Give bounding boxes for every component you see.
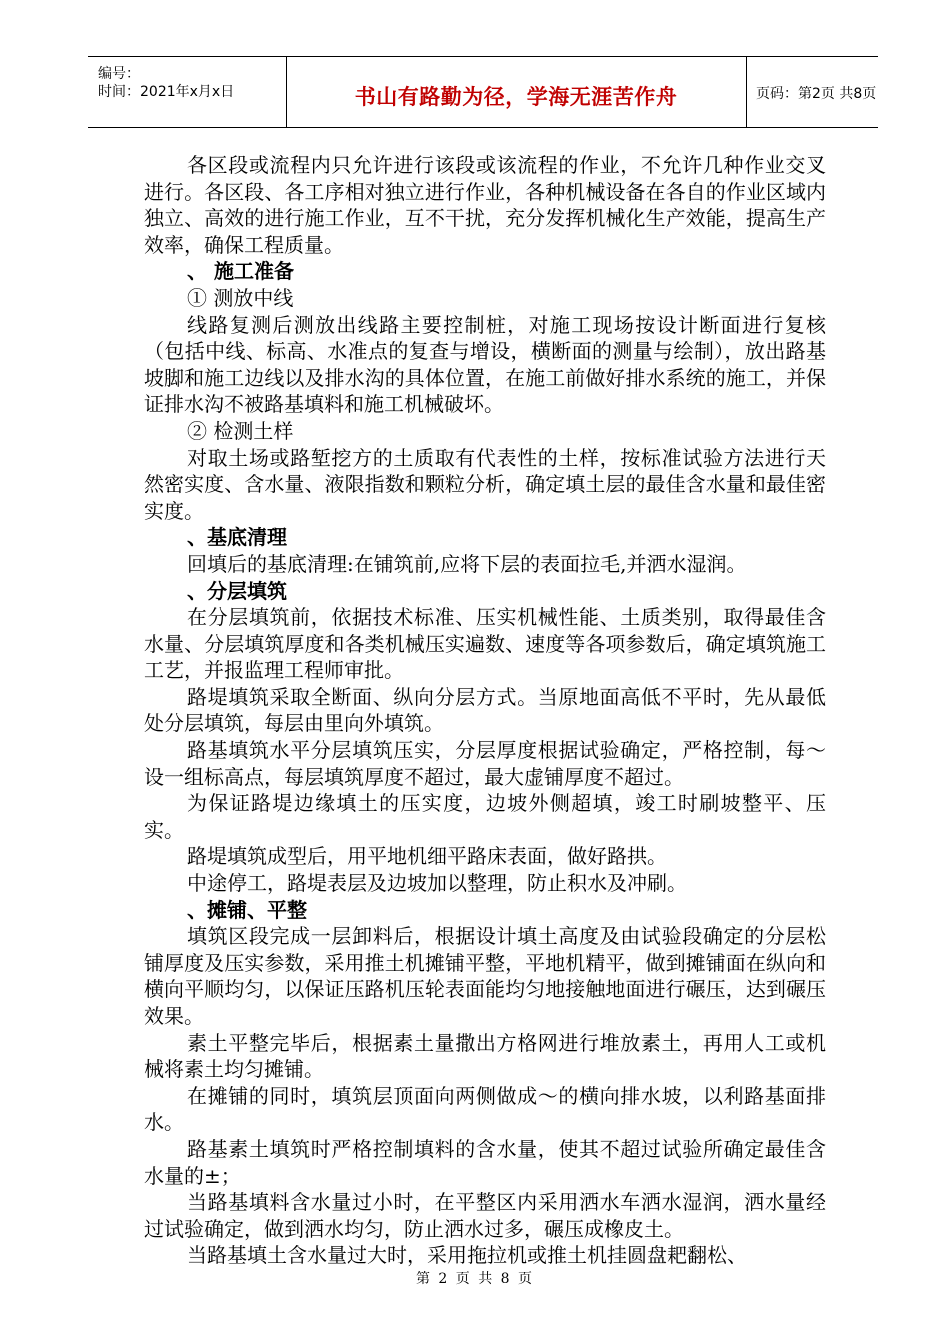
body-paragraph: 当路基填料含水量过小时，在平整区内采用洒水车洒水湿润，洒水量经过试验确定，做到洒水均匀，防止洒水过多，碾压成橡皮土。: [144, 1190, 826, 1241]
body-paragraph: 路堤填筑采取全断面、纵向分层方式。当原地面高低不平时，先从最低处分层填筑，每层由里向外填筑。: [144, 684, 826, 736]
body-paragraph: 素土平整完毕后，根据素土量撒出方格网进行堆放素土，再用人工或机械将素土均匀摊铺。: [144, 1030, 826, 1082]
header-motto: 书山有路勤为径，学海无涯苦作舟: [354, 85, 678, 109]
body-paragraph: 线路复测后测放出线路主要控制桩，对施工现场按设计断面进行复核（包括中线、标高、水准点的复查与增设，横断面的测量与绘制），放出路基坡脚和施工边线以及排水沟的具体位置，在施工前做好排水系统的施工，并保证排水沟不被路基填料和施工机械破坏。: [144, 312, 826, 417]
body-paragraph: 路堤填筑成型后，用平地机细平路床表面，做好路拱。: [187, 844, 667, 869]
section-heading: 、基底清理: [187, 525, 287, 550]
page-footer: 第 2 页 共 8 页: [415, 1271, 535, 1287]
body-paragraph: 为保证路堤边缘填土的压实度，边坡外侧超填，竣工时刷坡整平、压实。: [144, 791, 826, 842]
body-paragraph: 中途停工，路堤表层及边坡加以整理，防止积水及冲刷。: [187, 871, 687, 896]
body-paragraph: 对取土场或路堑挖方的土质取有代表性的土样，按标准试验方法进行天然密实度、含水量、液限指数和颗粒分析，确定填土层的最佳含水量和最佳密实度。: [144, 445, 826, 523]
body-paragraph: 填筑区段完成一层卸料后，根据设计填土高度及由试验段确定的分层松铺厚度及压实参数，采用推土机摊铺平整，平地机精平，做到摊铺面在纵向和横向平顺均匀，以保证压路机压轮表面能均匀地接触地面进行碾压，达到碾压效果。: [144, 924, 826, 1028]
body-paragraph: 在摊铺的同时，填筑层顶面向两侧做成～的横向排水坡，以利路基面排水。: [144, 1083, 826, 1135]
header-page-number: 页码：第2页 共8页: [756, 86, 877, 102]
section-heading: 、分层填筑: [187, 578, 287, 603]
body-paragraph: 路基填筑水平分层填筑压实，分层厚度根据试验确定，严格控制，每～设一组标高点，每层填筑厚度不超过，最大虚铺厚度不超过。: [144, 738, 826, 789]
document-body: [144, 152, 826, 1269]
document-number-label: 编号：: [98, 66, 140, 82]
subsection-heading: ② 检测土样: [187, 418, 294, 443]
body-paragraph: 在分层填筑前，依据技术标准、压实机械性能、土质类别，取得最佳含水量、分层填筑厚度和各类机械压实遍数、速度等各项参数后，确定填筑施工工艺，并报监理工程师审批。: [144, 605, 826, 683]
body-paragraph: 当路基填土含水量过大时，采用拖拉机或推土机挂圆盘耙翻松、: [187, 1243, 747, 1268]
body-paragraph: 回填后的基底清理:在铺筑前,应将下层的表面拉毛,并洒水湿润。: [187, 551, 747, 576]
section-heading: 、摊铺、平整: [187, 897, 307, 922]
body-paragraph: 各区段或流程内只允许进行该段或该流程的作业，不允许几种作业交叉进行。各区段、各工序相对独立进行作业，各种机械设备在各自的作业区域内独立、高效的进行施工作业，互不干扰，充分发挥机械化生产效能，提高生产效率，确保工程质量。: [144, 153, 826, 257]
header-meta-cell: [88, 57, 287, 127]
section-heading: 、 施工准备: [187, 259, 294, 284]
body-paragraph: 路基素土填筑时严格控制填料的含水量，使其不超过试验所确定最佳含水量的±；: [144, 1136, 826, 1188]
subsection-heading: ① 测放中线: [187, 285, 294, 310]
page-header: [88, 56, 878, 128]
document-time-label: 时间：2021年x月x日: [98, 84, 235, 100]
header-motto-cell: [286, 57, 747, 127]
header-page-cell: [746, 57, 878, 127]
